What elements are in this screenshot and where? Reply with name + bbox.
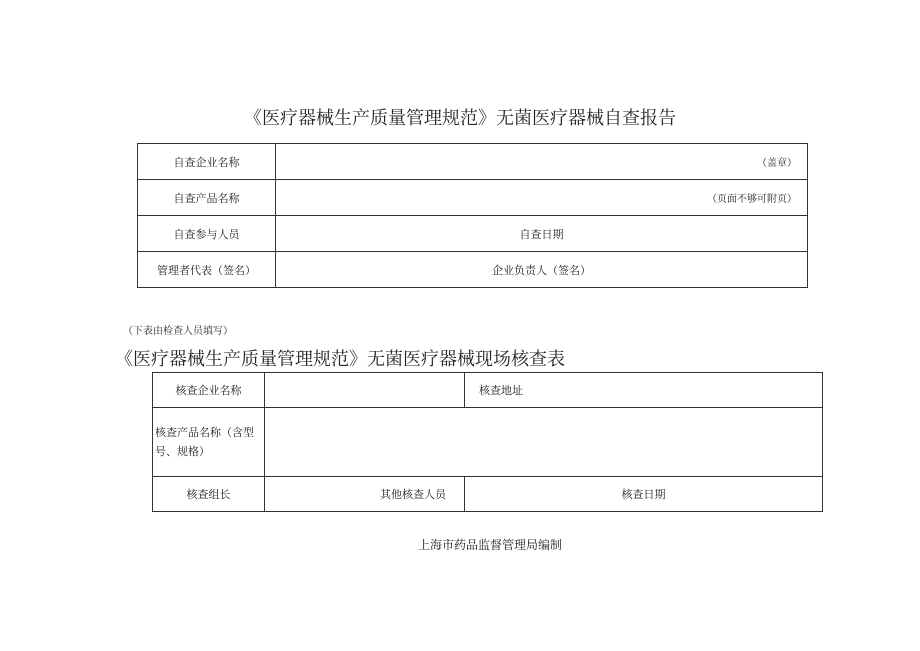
table-row: [138, 180, 808, 216]
inspect-date-label: 核查日期: [621, 488, 666, 501]
inspect-leader-field[interactable]: [265, 477, 465, 512]
table-row: [138, 216, 808, 252]
inspector-note: （下表由检查人员填写）: [123, 326, 233, 337]
table-row: [138, 144, 808, 180]
inspect-product-label: [153, 408, 265, 477]
inspect-address-field[interactable]: [465, 373, 823, 408]
inspect-address-label: 核查地址: [479, 384, 523, 397]
manager-owner-signature-field[interactable]: [276, 252, 808, 288]
manager-signature-label: 管理者代表（签名）: [138, 252, 276, 288]
inspect-product-label-line1: 核查产品名称（含型: [155, 426, 254, 439]
owner-signature-label: 企业负责人（签名）: [492, 263, 591, 277]
seal-note: （盖章）: [757, 158, 797, 169]
footer-issuer: 上海市药品监督管理局编制: [417, 538, 562, 552]
self-inspection-table: [137, 143, 808, 288]
company-name-label: 自查企业名称: [138, 144, 276, 180]
product-name-field[interactable]: [276, 180, 808, 216]
self-inspection-date-label: 自查日期: [519, 227, 564, 241]
site-inspection-table: [152, 372, 823, 512]
other-inspectors-label: 其他核查人员: [380, 488, 446, 501]
inspect-company-label: 核查企业名称: [153, 373, 265, 408]
report-title: 《医疗器械生产质量管理规范》无菌医疗器械自查报告: [244, 108, 676, 129]
inspect-company-field[interactable]: [265, 373, 465, 408]
inspect-product-label-line2: 号、规格）: [155, 445, 210, 458]
product-name-label: 自查产品名称: [138, 180, 276, 216]
inspect-product-field[interactable]: [265, 408, 823, 477]
company-name-field[interactable]: [276, 144, 808, 180]
inspection-title: 《医疗器械生产质量管理规范》无菌医疗器械现场核查表: [115, 349, 565, 370]
participants-label: 自查参与人员: [138, 216, 276, 252]
table-row: [138, 252, 808, 288]
table-row: [153, 408, 823, 477]
attach-page-note: （页面不够可附页）: [707, 194, 797, 205]
inspect-date-field[interactable]: [465, 477, 823, 512]
inspect-leader-label: 核查组长: [153, 477, 265, 512]
table-row: [153, 477, 823, 512]
table-row: [153, 373, 823, 408]
participants-date-field[interactable]: [276, 216, 808, 252]
